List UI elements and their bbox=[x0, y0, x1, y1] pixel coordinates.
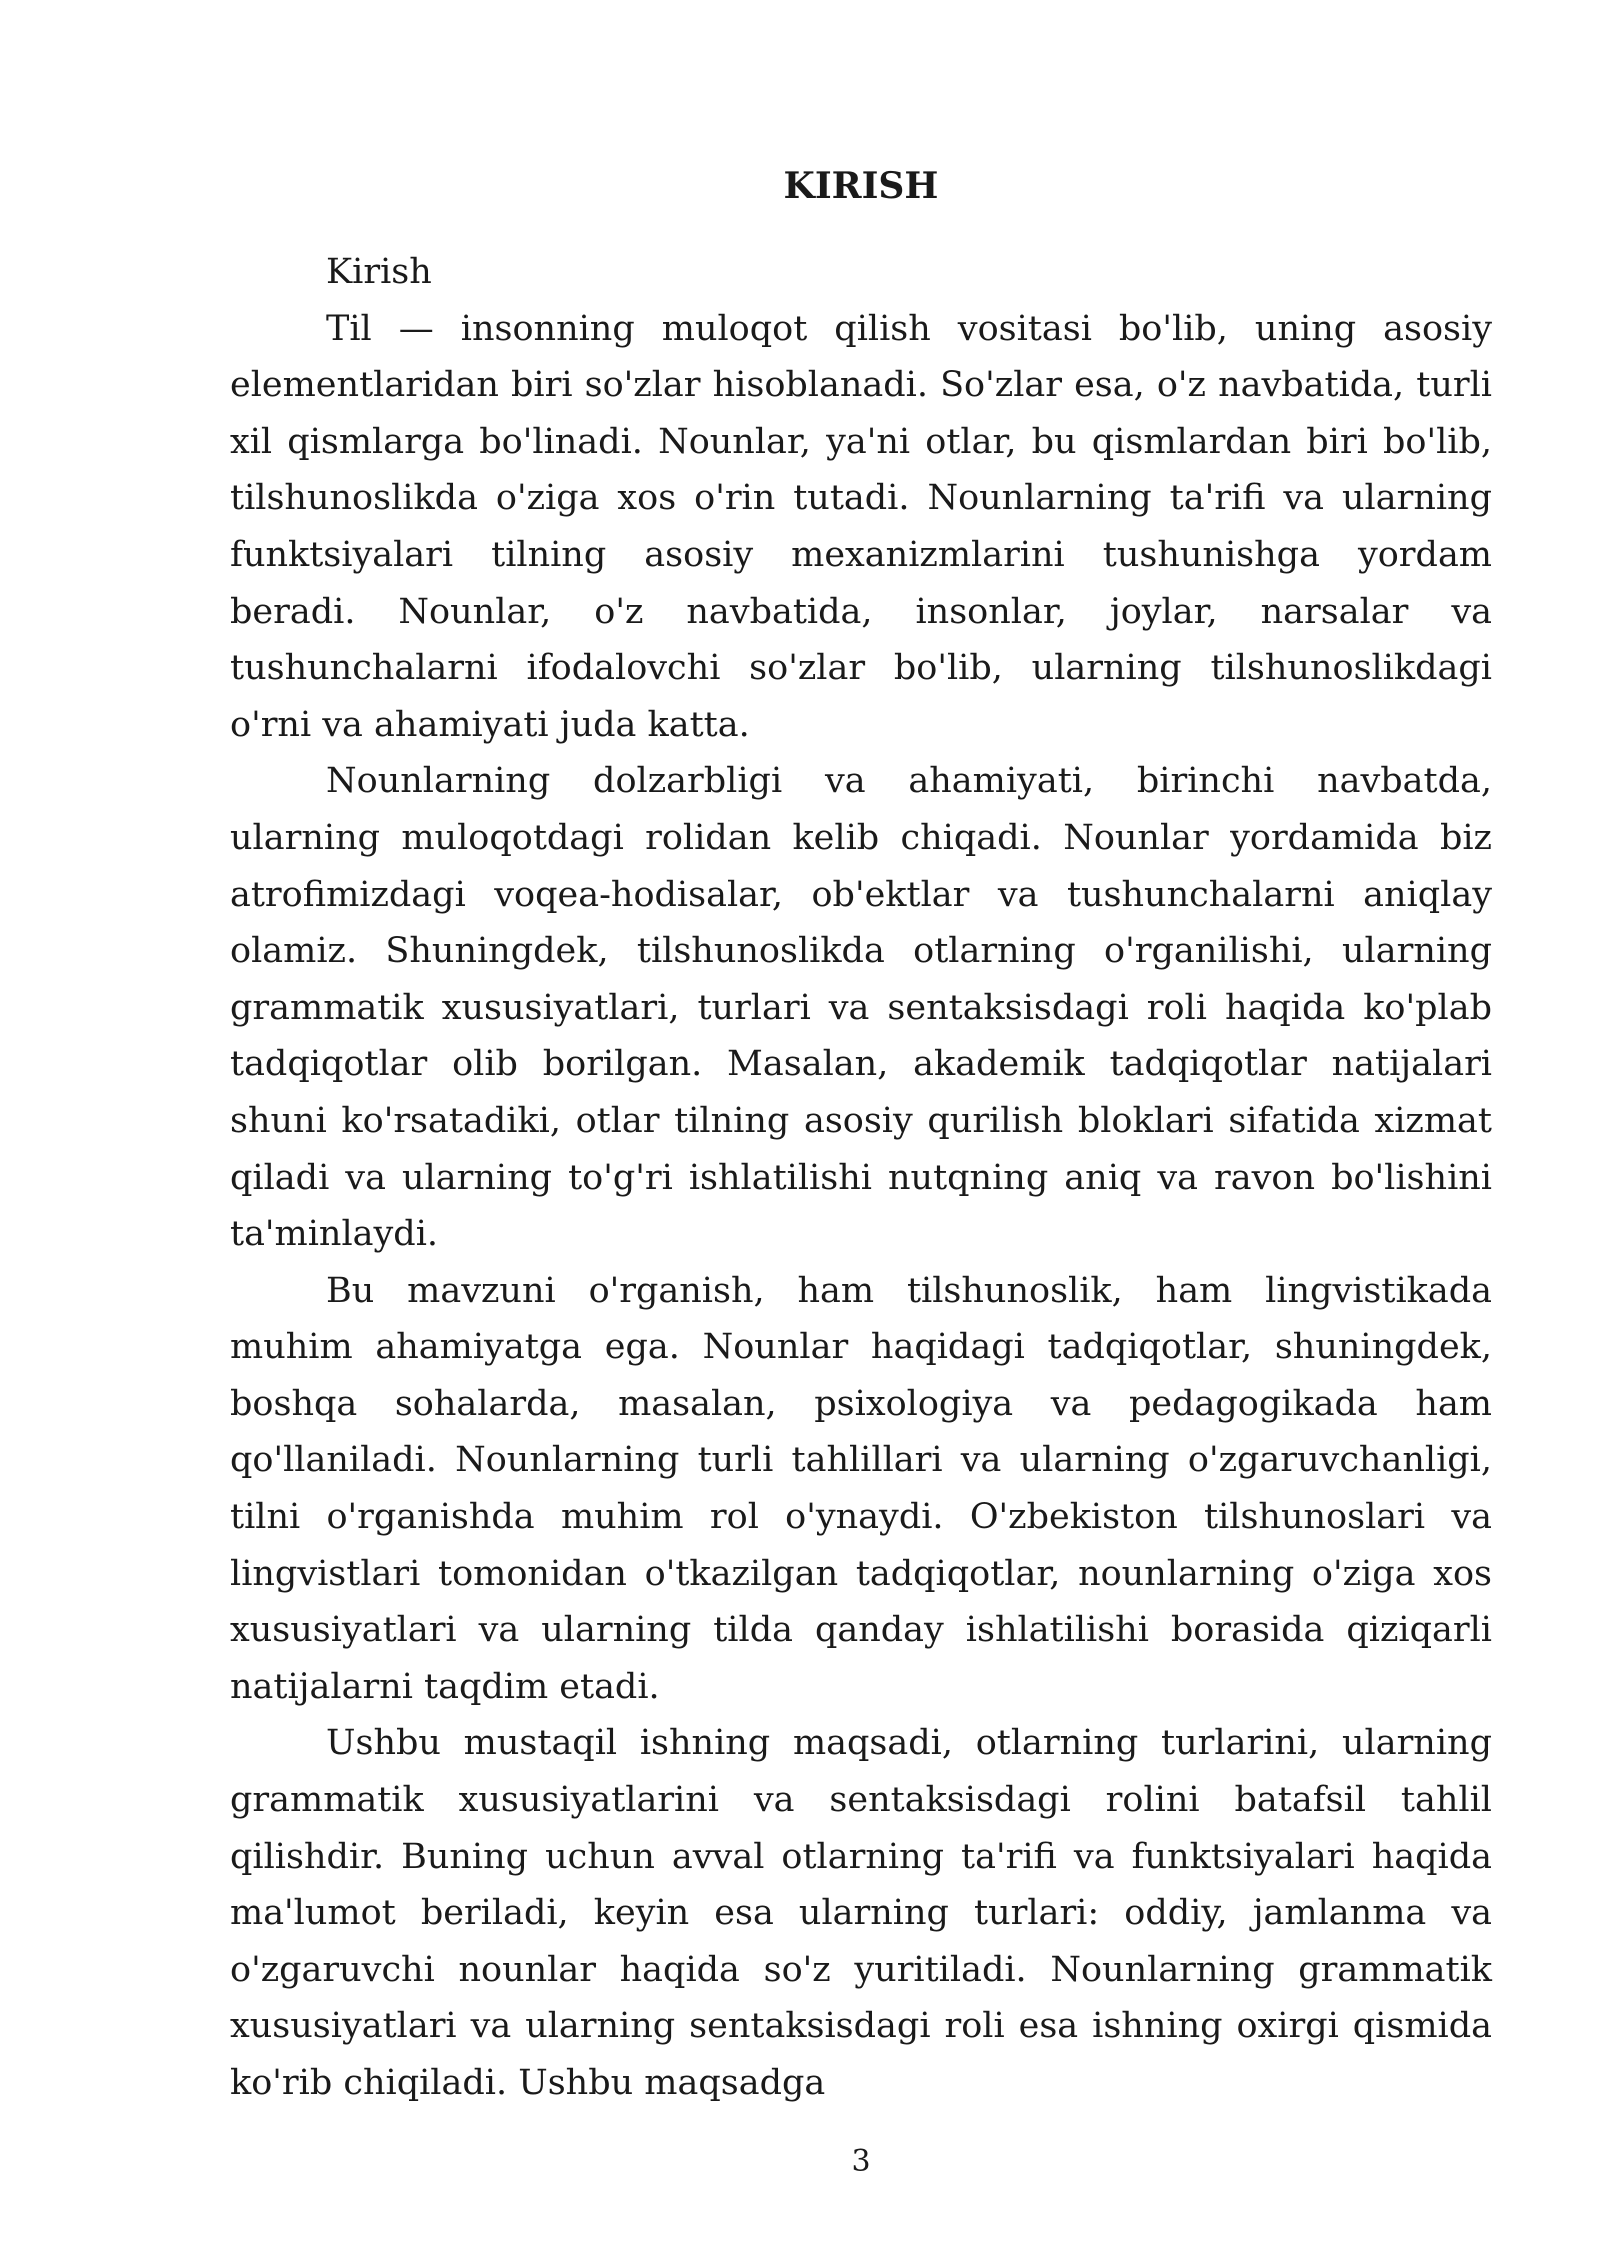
page-title: KIRISH bbox=[783, 165, 939, 207]
body-text bbox=[230, 244, 1492, 2112]
paragraph: Ushbu mustaqil ishning maqsadi, otlarning turlarini, ularning grammatik xususiyatlarini va sentaksisdagi rolini batafsil tahlil qilishdir. Buning uchun avval otlarning ta'rifi va funktsiyalari haqida ma'lumot beriladi, keyin esa ularning turlari: oddiy, jamlanma va o'zgaruvchi nounlar haqida so'z yuritiladi. Nounlarning grammatik xususiyatlari va ularning sentaksisdagi roli esa ishning oxirgi qismida ko'rib chiqiladi. Ushbu maqsadga bbox=[230, 1723, 1492, 2103]
section-subheading: Kirish bbox=[326, 252, 432, 292]
page-number: 3 bbox=[851, 2144, 871, 2179]
paragraph: Til — insonning muloqot qilish vositasi bo'lib, uning asosiy elementlaridan biri so'zlar hisoblanadi. So'zlar esa, o'z navbatida, turli xil qismlarga bo'linadi. Nounlar, ya'ni otlar, bu qismlardan biri bo'lib, tilshunoslikda o'ziga xos o'rin tutadi. Nounlarning ta'rifi va ularning funktsiyalari tilning asosiy mexanizmlarini tushunishga yordam beradi. Nounlar, o'z navbatida, insonlar, joylar, narsalar va tushunchalarni ifodalovchi so'zlar bo'lib, ularning tilshunoslikdagi o'rni va ahamiyati juda katta. bbox=[230, 308, 1492, 745]
paragraph: Nounlarning dolzarbligi va ahamiyati, birinchi navbatda, ularning muloqotdagi rolidan kelib chiqadi. Nounlar yordamida biz atrofimizdagi voqea-hodisalar, ob'ektlar va tushunchalarni aniqlay olamiz. Shuningdek, tilshunoslikda otlarning o'rganilishi, ularning grammatik xususiyatlari, turlari va sentaksisdagi roli haqida ko'plab tadqiqotlar olib borilgan. Masalan, akademik tadqiqotlar natijalari shuni ko'rsatadiki, otlar tilning asosiy qurilish bloklari sifatida xizmat qiladi va ularning to'g'ri ishlatilishi nutqning aniq va ravon bo'lishini ta'minlaydi. bbox=[230, 761, 1492, 1255]
paragraph: Bu mavzuni o'rganish, ham tilshunoslik, ham lingvistikada muhim ahamiyatga ega. Nounlar haqidagi tadqiqotlar, shuningdek, boshqa sohalarda, masalan, psixologiya va pedagogikada ham qo'llaniladi. Nounlarning turli tahlillari va ularning o'zgaruvchanligi, tilni o'rganishda muhim rol o'ynaydi. O'zbekiston tilshunoslari va lingvistlari tomonidan o'tkazilgan tadqiqotlar, nounlarning o'ziga xos xususiyatlari va ularning tilda qanday ishlatilishi borasida qiziqarli natijalarni taqdim etadi. bbox=[230, 1270, 1492, 1707]
